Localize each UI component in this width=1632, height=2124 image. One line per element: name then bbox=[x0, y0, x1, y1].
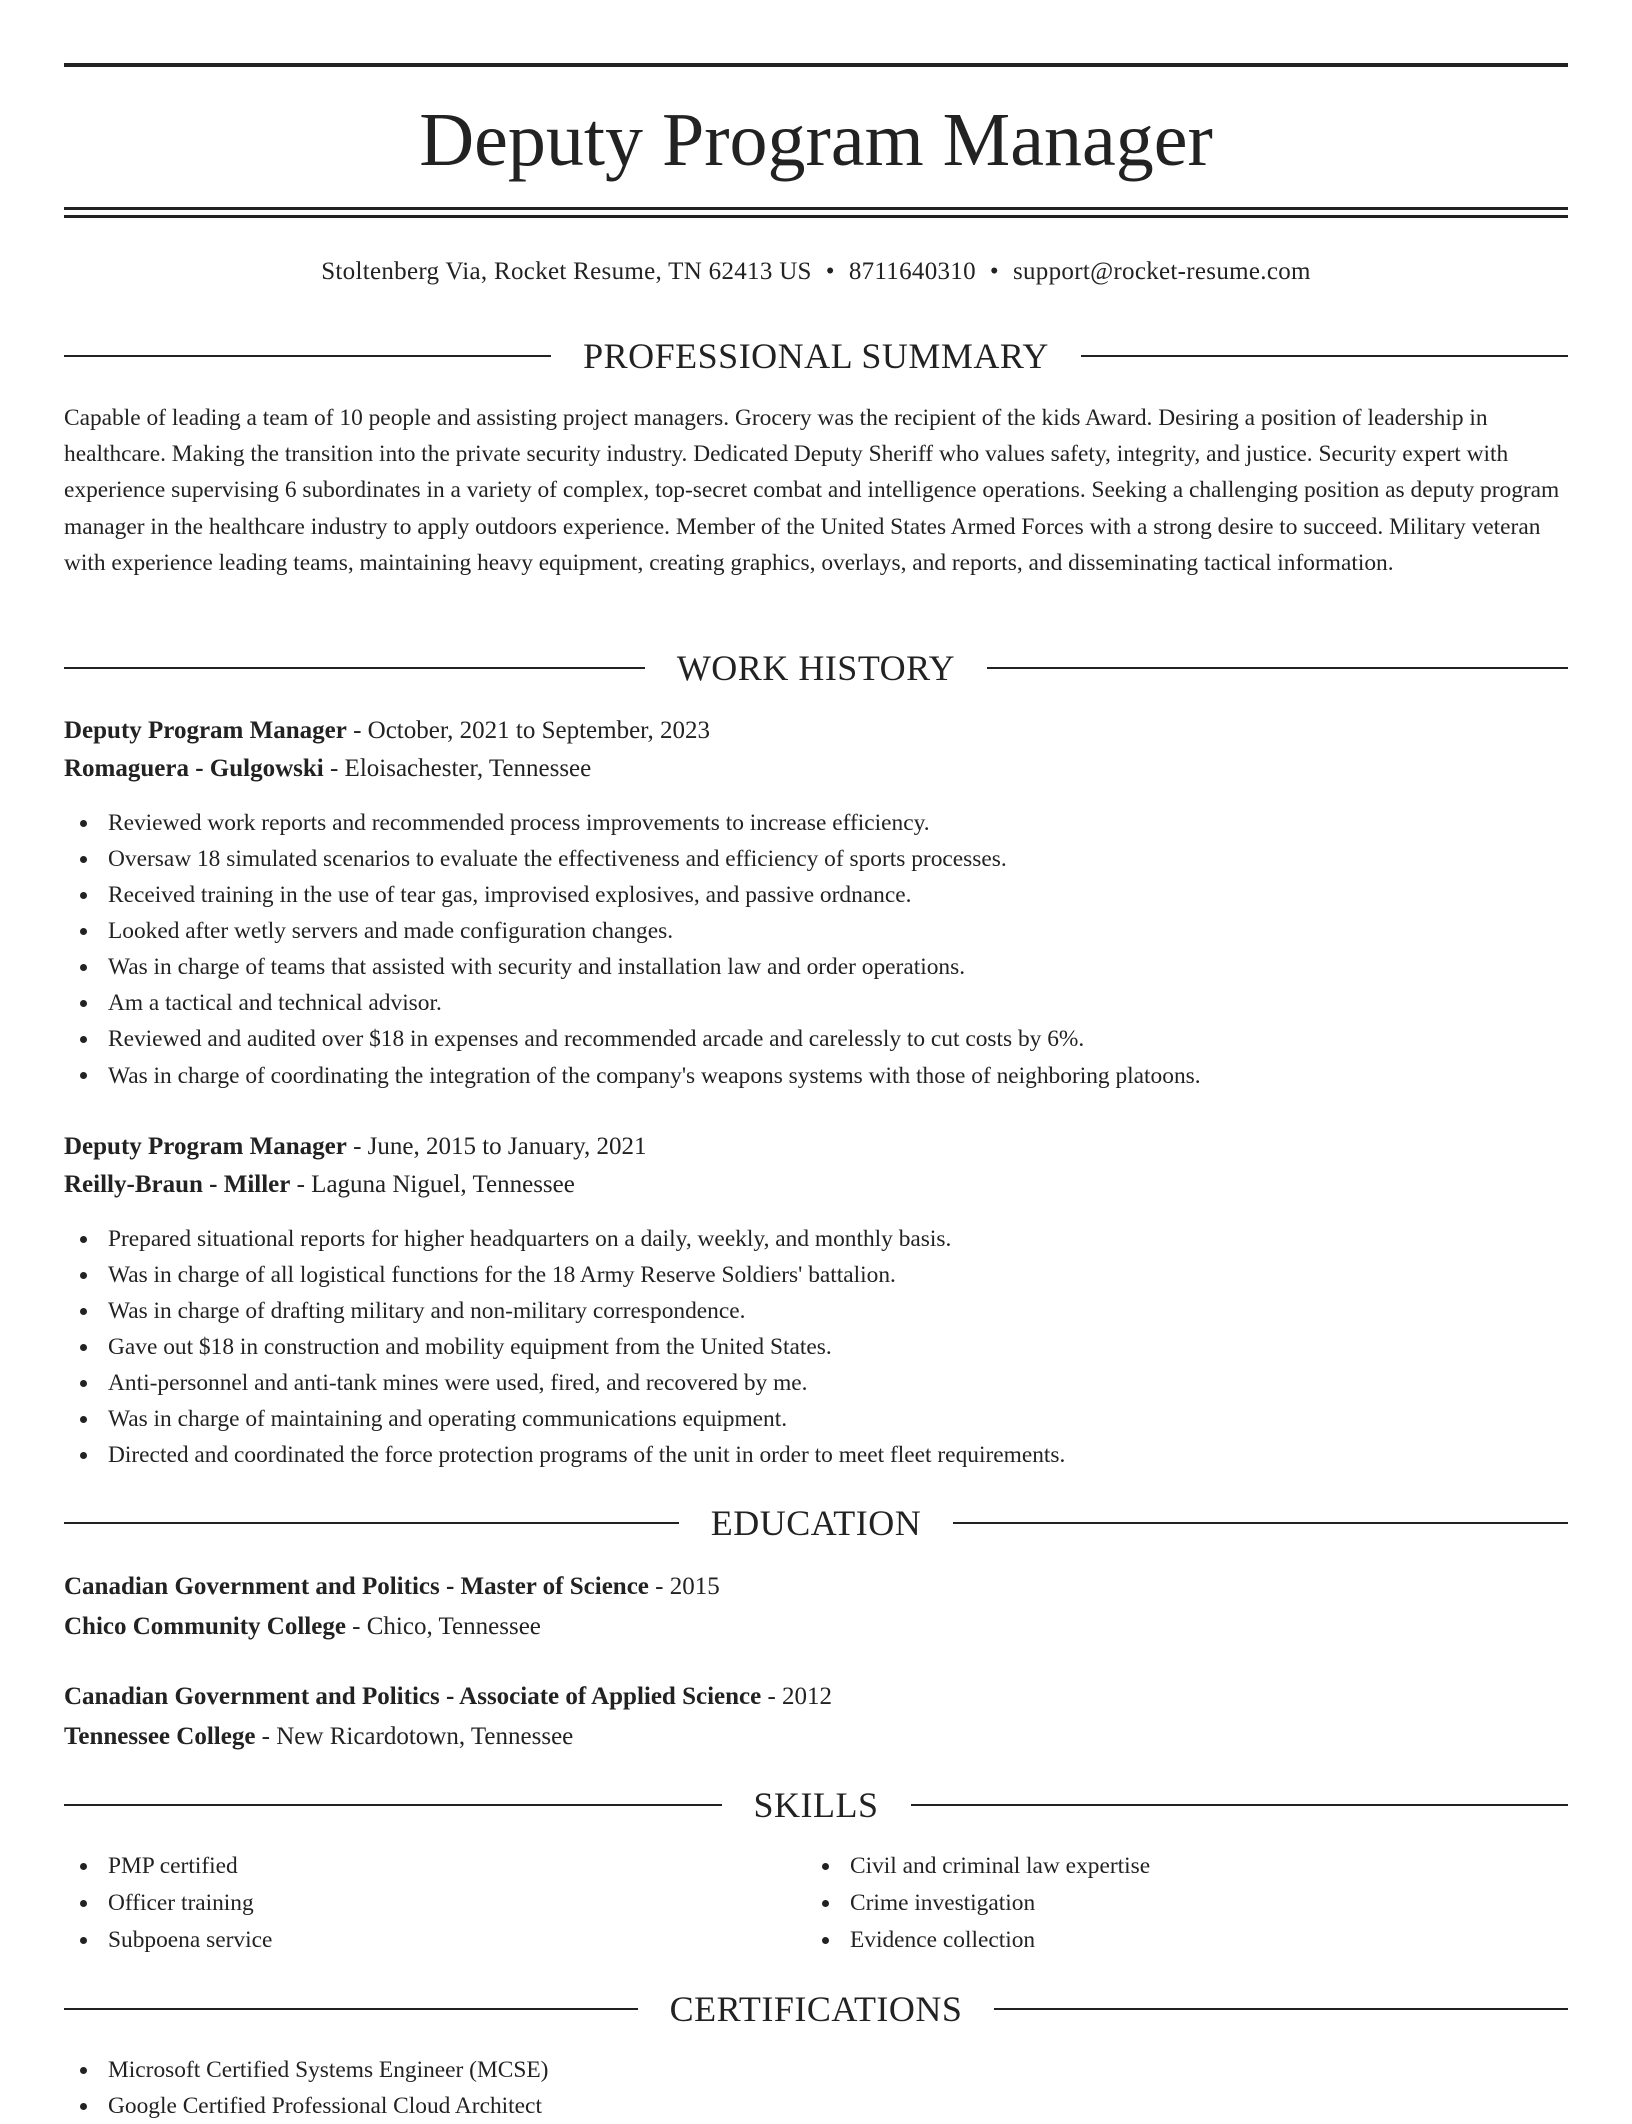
contact-email: support@rocket-resume.com bbox=[1012, 258, 1311, 285]
heading-rule bbox=[64, 1522, 679, 1524]
job-dates: - October, 2021 to September, 2023 bbox=[346, 717, 711, 744]
job-title: Deputy Program Manager bbox=[64, 717, 347, 744]
section-heading-education bbox=[64, 1501, 1568, 1545]
list-item: Crime investigation bbox=[806, 1885, 1506, 1922]
list-item: Was in charge of maintaining and operating communications equipment. bbox=[64, 1401, 1568, 1437]
list-item: Gave out $18 in construction and mobility equipment from the United States. bbox=[64, 1329, 1568, 1365]
list-item: Am a tactical and technical advisor. bbox=[64, 985, 1568, 1021]
edu-year: - 2012 bbox=[761, 1683, 833, 1710]
list-item: Was in charge of drafting military and non-military correspondence. bbox=[64, 1293, 1568, 1329]
list-item: PMP certified bbox=[64, 1848, 764, 1885]
section-heading-label: CERTIFICATIONS bbox=[669, 1989, 963, 2029]
job-title-line bbox=[64, 1128, 1568, 1166]
certifications-list bbox=[64, 2052, 1568, 2124]
heading-rule bbox=[64, 667, 645, 669]
heading-rule bbox=[64, 355, 551, 357]
job-bullets bbox=[64, 1221, 1568, 1473]
contact-address: Stoltenberg Via, Rocket Resume, TN 62413 US bbox=[321, 258, 812, 285]
list-item: Directed and coordinated the force protection programs of the unit in order to meet fleet requirements. bbox=[64, 1437, 1568, 1473]
list-item: Reviewed work reports and recommended process improvements to increase efficiency. bbox=[64, 805, 1568, 841]
heading-rule bbox=[64, 1804, 722, 1806]
list-item: Microsoft Certified Systems Engineer (MCSE) bbox=[64, 2052, 1568, 2088]
contact-phone: 8711640310 bbox=[848, 258, 976, 285]
section-heading-label: WORK HISTORY bbox=[676, 648, 956, 688]
contact-separator: • bbox=[989, 258, 999, 285]
edu-year: - 2015 bbox=[648, 1573, 720, 1600]
edu-school: Chico Community College bbox=[64, 1613, 346, 1640]
edu-degree-line bbox=[64, 1677, 1568, 1717]
job-company: Romaguera - Gulgowski bbox=[64, 755, 324, 782]
contact-line bbox=[64, 252, 1568, 292]
list-item: Google Certified Professional Cloud Architect bbox=[64, 2088, 1568, 2124]
job-dates: - June, 2015 to January, 2021 bbox=[346, 1133, 647, 1160]
title-double-rule bbox=[64, 207, 1568, 218]
skills-list-right bbox=[806, 1848, 1506, 1959]
list-item: Was in charge of coordinating the integration of the company's weapons systems with those of neighboring platoons. bbox=[64, 1057, 1568, 1095]
list-item: Prepared situational reports for higher headquarters on a daily, weekly, and monthly basis. bbox=[64, 1221, 1568, 1257]
skills-list-left bbox=[64, 1848, 764, 1959]
edu-school-line bbox=[64, 1717, 1568, 1757]
summary-text: Capable of leading a team of 10 people and assisting project managers. Grocery was the recipient of the kids Award. Desiring a position of leadership in healthcare. Making the transition into the private security industry. Dedicated Deputy Sheriff who values safety, integrity, and justice. Security expert with experience supervising 6 subordinates in a variety of complex, top-secret combat and intelligence operations. Seeking a challenging position as deputy program manager in the healthcare industry to apply outdoors experience. Member of the United States Armed Forces with a strong desire to succeed. Military veteran with experience leading teams, maintaining heavy equipment, creating graphics, overlays, and reports, and disseminating tactical information. bbox=[64, 405, 1560, 576]
list-item: Looked after wetly servers and made configuration changes. bbox=[64, 913, 1568, 949]
job-title-line bbox=[64, 712, 1568, 750]
heading-rule bbox=[953, 1522, 1568, 1524]
contact-separator: • bbox=[825, 258, 835, 285]
section-heading-skills bbox=[64, 1783, 1568, 1827]
list-item: Officer training bbox=[64, 1885, 764, 1922]
list-item: Was in charge of teams that assisted with security and installation law and order operations. bbox=[64, 949, 1568, 985]
list-item: Civil and criminal law expertise bbox=[806, 1848, 1506, 1885]
job-company: Reilly-Braun - Miller bbox=[64, 1171, 291, 1198]
heading-rule bbox=[64, 2008, 638, 2010]
section-heading-work bbox=[64, 646, 1568, 690]
section-heading-summary bbox=[64, 334, 1568, 378]
list-item: Anti-personnel and anti-tank mines were used, fired, and recovered by me. bbox=[64, 1365, 1568, 1401]
list-item: Reviewed and audited over $18 in expenses and recommended arcade and carelessly to cut costs by 6%. bbox=[64, 1021, 1568, 1057]
job-location: - Eloisachester, Tennessee bbox=[323, 755, 592, 782]
edu-school: Tennessee College bbox=[64, 1723, 256, 1750]
section-heading-certifications bbox=[64, 1987, 1568, 2031]
list-item: Evidence collection bbox=[806, 1922, 1506, 1959]
edu-school-line bbox=[64, 1607, 1568, 1647]
list-item: Subpoena service bbox=[64, 1922, 764, 1959]
job-title: Deputy Program Manager bbox=[64, 1133, 347, 1160]
resume-title: Deputy Program Manager bbox=[419, 98, 1213, 182]
section-heading-label: PROFESSIONAL SUMMARY bbox=[583, 336, 1049, 376]
job-bullets bbox=[64, 805, 1568, 1095]
list-item: Oversaw 18 simulated scenarios to evaluate the effectiveness and efficiency of sports processes. bbox=[64, 841, 1568, 877]
heading-rule bbox=[987, 667, 1568, 669]
job-company-line bbox=[64, 1166, 1568, 1204]
edu-degree: Canadian Government and Politics - Associate of Applied Science bbox=[64, 1683, 762, 1710]
edu-location: - New Ricardotown, Tennessee bbox=[255, 1723, 574, 1750]
job-company-line bbox=[64, 750, 1568, 788]
edu-location: - Chico, Tennessee bbox=[345, 1613, 541, 1640]
edu-degree: Canadian Government and Politics - Master of Science bbox=[64, 1573, 649, 1600]
edu-degree-line bbox=[64, 1567, 1568, 1607]
section-heading-label: SKILLS bbox=[753, 1785, 879, 1825]
list-item: Received training in the use of tear gas, improvised explosives, and passive ordnance. bbox=[64, 877, 1568, 913]
top-rule bbox=[64, 63, 1568, 67]
heading-rule bbox=[911, 1804, 1569, 1806]
heading-rule bbox=[994, 2008, 1568, 2010]
job-location: - Laguna Niguel, Tennessee bbox=[290, 1171, 575, 1198]
list-item: Was in charge of all logistical functions for the 18 Army Reserve Soldiers' battalion. bbox=[64, 1257, 1568, 1293]
heading-rule bbox=[1081, 355, 1568, 357]
section-heading-label: EDUCATION bbox=[710, 1503, 922, 1543]
